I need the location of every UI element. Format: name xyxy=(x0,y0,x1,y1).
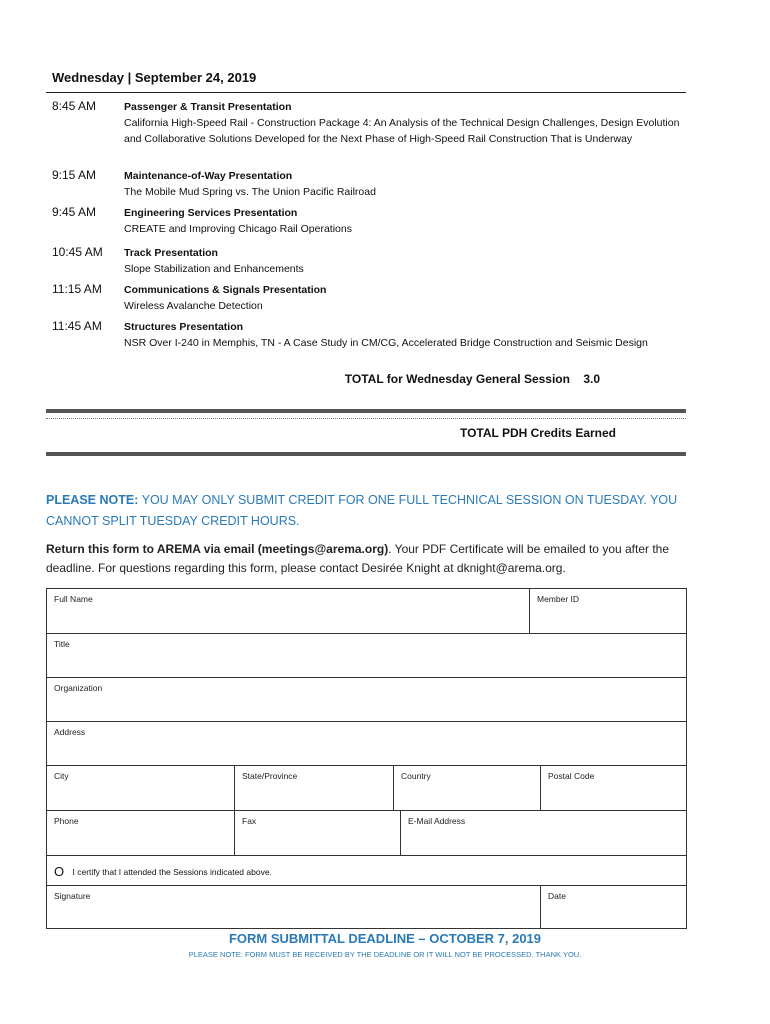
submittal-deadline: FORM SUBMITTAL DEADLINE – OCTOBER 7, 2019 xyxy=(228,931,542,946)
wednesday-total-label: TOTAL for Wednesday General Session xyxy=(344,372,570,386)
field-label: Phone xyxy=(54,816,79,826)
return-instructions-lead: Return this form to AREMA via email (meetings@arema.org) xyxy=(46,542,389,556)
registration-form xyxy=(46,588,687,929)
certify-label: I certify that I attended the Sessions indicated above. xyxy=(72,867,272,877)
wednesday-total-value: 3.0 xyxy=(583,372,600,386)
session-time: 10:45 AM xyxy=(52,245,103,259)
field-label: State/Province xyxy=(242,771,298,781)
organization-field[interactable] xyxy=(47,678,686,722)
field-label: Full Name xyxy=(54,594,93,604)
postal-code-field[interactable] xyxy=(540,766,686,810)
dotted-divider xyxy=(46,418,686,419)
form-row xyxy=(47,766,686,811)
session-description: The Mobile Mud Spring vs. The Union Pacific Railroad xyxy=(124,186,376,198)
day-title-rule xyxy=(46,92,686,93)
session-title: Structures Presentation xyxy=(124,321,244,333)
country-field[interactable] xyxy=(393,766,540,810)
state-field[interactable] xyxy=(234,766,393,810)
session-description: NSR Over I-240 in Memphis, TN - A Case Study in CM/CG, Accelerated Bridge Construction and Seismic Design xyxy=(124,337,648,349)
field-label: Signature xyxy=(54,891,91,901)
return-instructions-text: . Your PDF Certificate will be emailed to you after the deadline. For questions regarding this form, please contact Desirée Knight at dknight@arema.org. xyxy=(46,542,670,575)
field-label: Country xyxy=(401,771,431,781)
pdh-total-label: TOTAL PDH Credits Earned xyxy=(459,426,616,440)
certify-row xyxy=(47,856,686,886)
section-divider xyxy=(46,452,686,456)
phone-field[interactable] xyxy=(47,811,234,855)
field-label: Date xyxy=(548,891,566,901)
session-time: 11:15 AM xyxy=(52,282,102,296)
session-description: Slope Stabilization and Enhancements xyxy=(124,263,304,275)
member-id-field[interactable] xyxy=(529,589,686,633)
session-title: Engineering Services Presentation xyxy=(124,207,298,219)
field-label: Member ID xyxy=(537,594,580,604)
session-time: 11:45 AM xyxy=(52,319,102,333)
field-label: Address xyxy=(54,727,86,737)
full-name-field[interactable] xyxy=(47,589,529,633)
date-field[interactable] xyxy=(540,886,686,928)
session-description: California High-Speed Rail - Construction Package 4: An Analysis of the Technical Design Challenges, Design Evolution and Collaborative Solutions Developed for the Next Phase of High-Speed Rail Construction That is Underway xyxy=(124,117,680,145)
wednesday-total xyxy=(300,372,600,386)
credit-note-lead: PLEASE NOTE: xyxy=(46,493,139,507)
session-description: Wireless Avalanche Detection xyxy=(124,300,263,312)
credit-note xyxy=(46,490,696,532)
field-label: Organization xyxy=(54,683,103,693)
session-title: Communications & Signals Presentation xyxy=(124,284,327,296)
city-field[interactable] xyxy=(47,766,234,810)
session-description: CREATE and Improving Chicago Rail Operations xyxy=(124,223,352,235)
signature-field[interactable] xyxy=(47,886,540,928)
return-instructions xyxy=(46,540,706,578)
form-row xyxy=(47,886,686,928)
session-time: 8:45 AM xyxy=(52,99,97,113)
session-time: 9:45 AM xyxy=(52,205,97,219)
session-title: Maintenance-of-Way Presentation xyxy=(124,170,293,182)
field-label: Title xyxy=(54,639,70,649)
form-row xyxy=(47,811,686,856)
fax-field[interactable] xyxy=(234,811,400,855)
field-label: Postal Code xyxy=(548,771,595,781)
certify-statement xyxy=(54,864,272,879)
form-row xyxy=(47,589,686,634)
title-field[interactable] xyxy=(47,634,686,678)
credit-note-text: YOU MAY ONLY SUBMIT CREDIT FOR ONE FULL TECHNICAL SESSION ON TUESDAY. YOU CANNOT SPLIT TUESDAY CREDIT HOURS. xyxy=(46,493,678,528)
field-label: City xyxy=(54,771,69,781)
day-title: Wednesday | September 24, 2019 xyxy=(52,70,257,85)
certify-checkbox[interactable]: O xyxy=(54,864,65,879)
deadline-footnote: PLEASE NOTE: FORM MUST BE RECEIVED BY THE DEADLINE OR IT WILL NOT BE PROCESSED. THANK YOU. xyxy=(188,950,582,959)
field-label: Fax xyxy=(242,816,257,826)
address-field[interactable] xyxy=(47,722,686,766)
session-time: 9:15 AM xyxy=(52,168,97,182)
email-field[interactable] xyxy=(400,811,686,855)
section-divider xyxy=(46,409,686,413)
field-label: E-Mail Address xyxy=(408,816,466,826)
session-title: Passenger & Transit Presentation xyxy=(124,101,292,113)
session-title: Track Presentation xyxy=(124,247,218,259)
